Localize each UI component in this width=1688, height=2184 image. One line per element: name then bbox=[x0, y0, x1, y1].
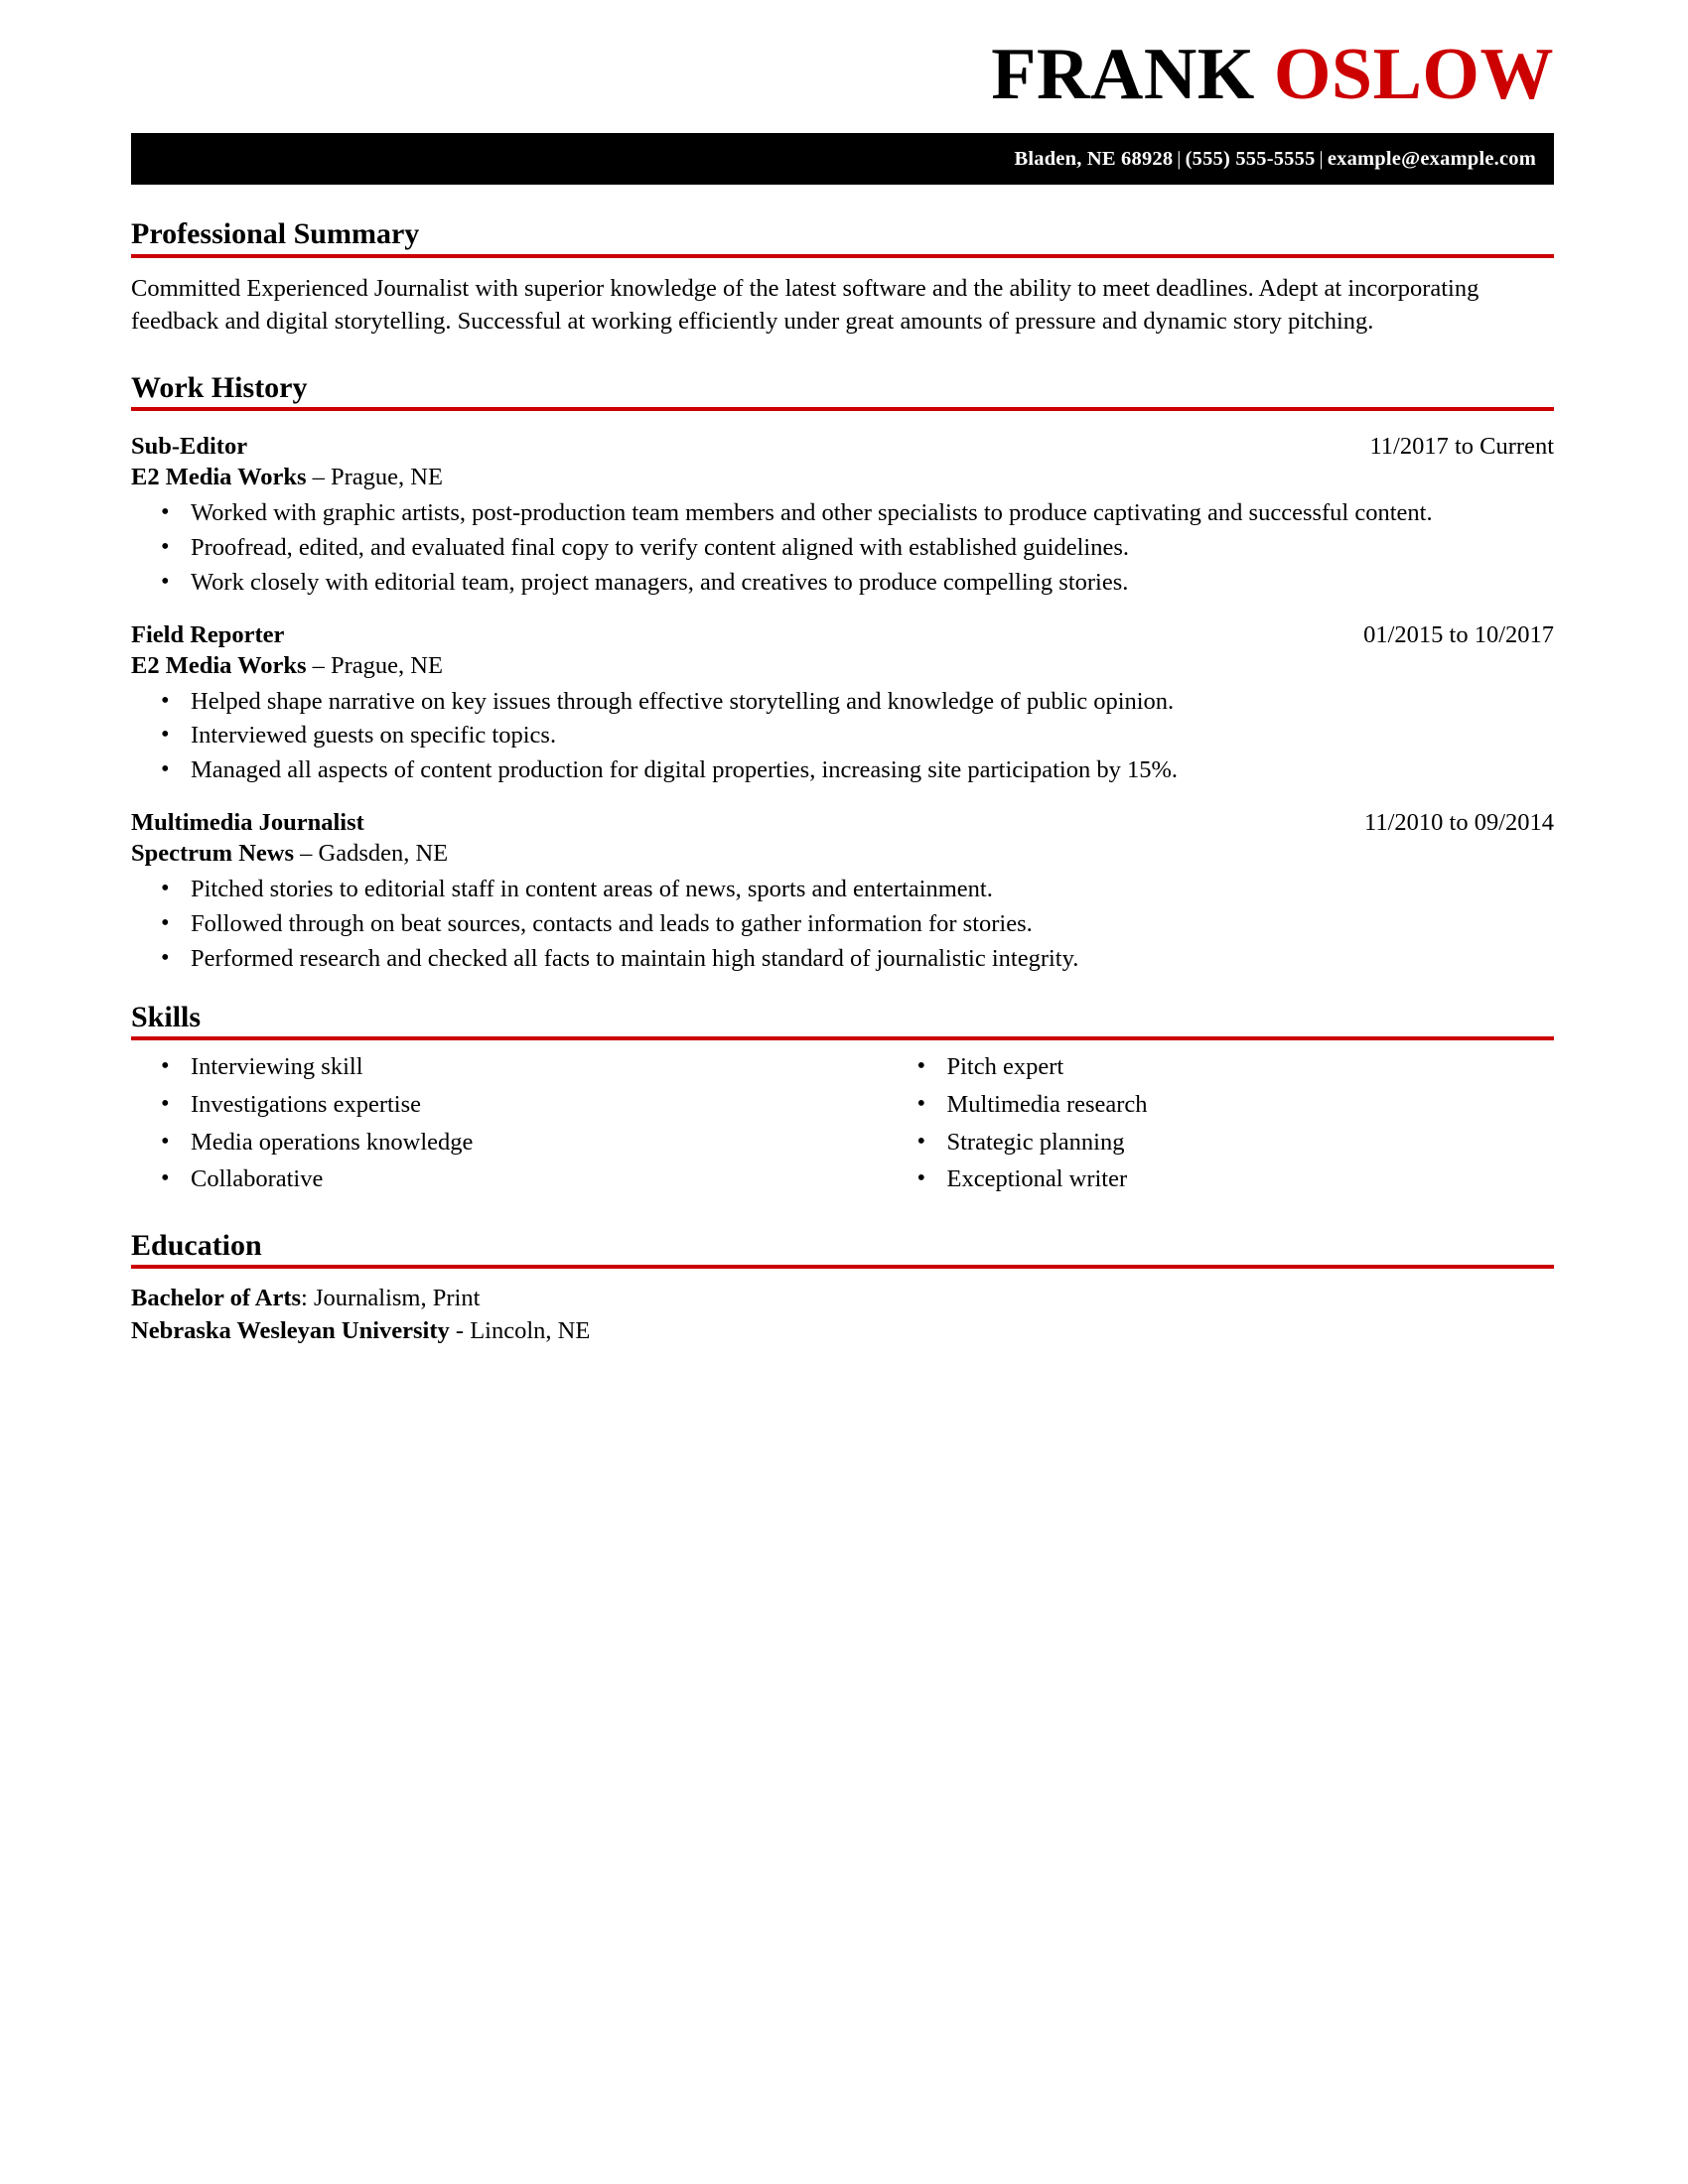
section-title-skills: Skills bbox=[131, 1000, 202, 1033]
contact-separator-1: | bbox=[1177, 147, 1182, 170]
section-rule-skills bbox=[131, 1036, 1554, 1040]
skills-columns bbox=[131, 1054, 1554, 1204]
job-bullet: • Proofread, edited, and evaluated final copy to verify content aligned with established guidelines. bbox=[131, 532, 1554, 565]
job-location: – Prague, NE bbox=[312, 464, 443, 491]
job-title: Multimedia Journalist bbox=[131, 809, 364, 837]
work-entry-header bbox=[131, 809, 1554, 837]
first-name: FRANK bbox=[991, 34, 1255, 115]
job-bullet: • Worked with graphic artists, post-production team members and other specialists to produce captivating and successful content. bbox=[131, 497, 1554, 530]
section-rule-education bbox=[131, 1265, 1554, 1269]
skill-list-right bbox=[888, 1054, 1555, 1192]
education-degree-detail: : Journalism, Print bbox=[301, 1285, 481, 1312]
job-bullet: • Managed all aspects of content production for digital properties, increasing site participation by 15%. bbox=[131, 754, 1554, 787]
contact-email: example@example.com bbox=[1327, 147, 1536, 170]
skill-item: • Interviewing skill bbox=[131, 1054, 843, 1080]
job-title: Field Reporter bbox=[131, 620, 285, 648]
contact-phone: (555) 555-5555 bbox=[1185, 147, 1316, 170]
skill-item: • Collaborative bbox=[131, 1166, 843, 1192]
contact-location: Bladen, NE 68928 bbox=[1014, 147, 1174, 170]
job-company: E2 Media Works bbox=[131, 651, 307, 679]
job-bullet: • Interviewed guests on specific topics. bbox=[131, 720, 1554, 752]
resume-header bbox=[0, 0, 1688, 115]
contact-bar bbox=[131, 133, 1554, 185]
job-company: Spectrum News bbox=[131, 840, 294, 868]
skill-item: • Strategic planning bbox=[888, 1130, 1555, 1156]
skill-item: • Investigations expertise bbox=[131, 1092, 843, 1118]
section-title-education: Education bbox=[131, 1228, 262, 1262]
work-entry bbox=[131, 433, 1554, 599]
skill-item: • Exceptional writer bbox=[888, 1166, 1555, 1192]
resume-body bbox=[131, 218, 1554, 1347]
education-degree-line bbox=[131, 1283, 1554, 1314]
section-rule-work bbox=[131, 407, 1554, 411]
job-title: Sub-Editor bbox=[131, 433, 248, 461]
job-organization bbox=[131, 464, 1554, 491]
job-bullet: • Followed through on beat sources, contacts and leads to gather information for stories. bbox=[131, 908, 1554, 941]
job-dates: 11/2010 to 09/2014 bbox=[1363, 809, 1554, 837]
job-bullet-list bbox=[131, 686, 1554, 787]
education-school-detail: - Lincoln, NE bbox=[449, 1316, 591, 1344]
section-skills bbox=[131, 1002, 1554, 1204]
skill-item: • Multimedia research bbox=[888, 1092, 1555, 1118]
section-education bbox=[131, 1230, 1554, 1347]
last-name: OSLOW bbox=[1273, 34, 1554, 115]
section-work-history bbox=[131, 372, 1554, 976]
section-rule-summary bbox=[131, 254, 1554, 258]
skills-column-left bbox=[131, 1054, 843, 1204]
skill-item: • Media operations knowledge bbox=[131, 1130, 843, 1156]
work-entry-header bbox=[131, 621, 1554, 649]
contact-details bbox=[1014, 148, 1536, 171]
skill-list-left bbox=[131, 1054, 843, 1192]
job-location: – Prague, NE bbox=[312, 651, 443, 679]
job-bullet: • Work closely with editorial team, project managers, and creatives to produce compelling stories. bbox=[131, 567, 1554, 600]
section-title-summary: Professional Summary bbox=[131, 217, 420, 250]
work-entry-header bbox=[131, 433, 1554, 461]
education-degree: Bachelor of Arts bbox=[131, 1285, 302, 1312]
skills-column-right bbox=[843, 1054, 1555, 1204]
education-school: Nebraska Wesleyan University bbox=[131, 1316, 450, 1344]
work-entry bbox=[131, 621, 1554, 787]
education-school-line bbox=[131, 1315, 1554, 1347]
job-bullet: • Pitched stories to editorial staff in content areas of news, sports and entertainment. bbox=[131, 874, 1554, 906]
job-bullet-list bbox=[131, 874, 1554, 975]
job-bullet-list bbox=[131, 497, 1554, 599]
work-entry bbox=[131, 809, 1554, 975]
job-dates: 11/2017 to Current bbox=[1369, 433, 1554, 461]
skill-item: • Pitch expert bbox=[888, 1054, 1555, 1080]
section-professional-summary bbox=[131, 218, 1554, 339]
job-location: – Gadsden, NE bbox=[300, 840, 449, 868]
summary-text: Committed Experienced Journalist with superior knowledge of the latest software and the ability to meet deadlines. Adept at incorporating feedback and digital storytelling. Successful at working efficiently under great amounts of pressure and dynamic story pitching. bbox=[131, 274, 1479, 336]
job-dates: 01/2015 to 10/2017 bbox=[1363, 620, 1554, 648]
contact-separator-2: | bbox=[1319, 147, 1324, 170]
job-organization bbox=[131, 652, 1554, 680]
job-company: E2 Media Works bbox=[131, 464, 307, 491]
job-bullet: • Performed research and checked all facts to maintain high standard of journalistic integrity. bbox=[131, 943, 1554, 976]
job-organization bbox=[131, 840, 1554, 868]
section-title-work: Work History bbox=[131, 370, 308, 404]
job-bullet: • Helped shape narrative on key issues through effective storytelling and knowledge of public opinion. bbox=[131, 686, 1554, 719]
